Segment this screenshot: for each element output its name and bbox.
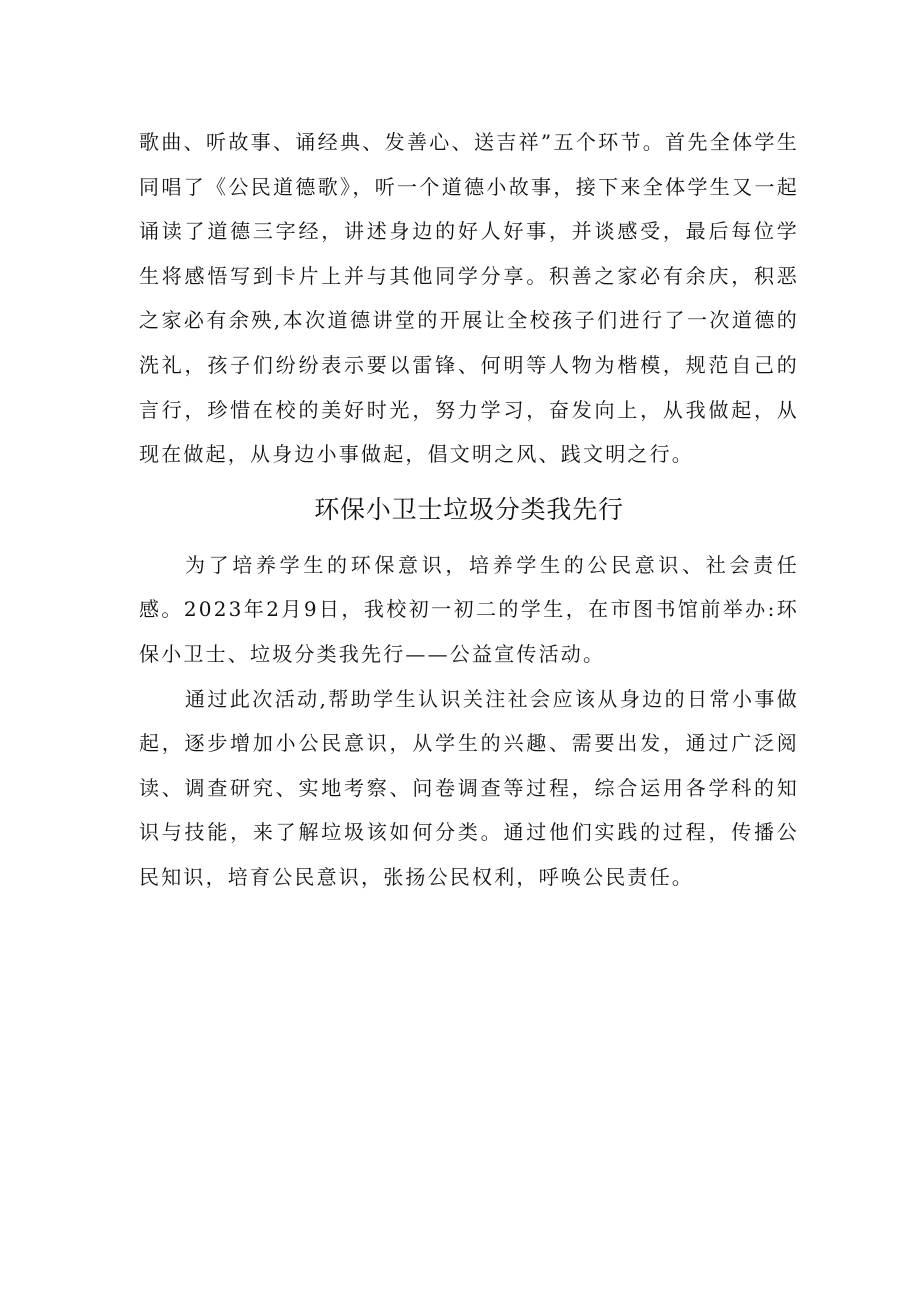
- section-title: 环保小卫士垃圾分类我先行: [314, 494, 624, 524]
- paragraph-activity-intro: 为了培养学生的环保意识，培养学生的公民意识、社会责任感。2023年2月9日，我校初一初二的学生，在市图书馆前举办:环保小卫士、垃圾分类我先行——公益宣传活动。: [139, 552, 799, 666]
- paragraph-moral-lecture: 歌曲、听故事、诵经典、发善心、送吉祥”五个环节。首先全体学生同唱了《公民道德歌》，听一个道德小故事，接下来全体学生又一起诵读了道德三字经，讲述身边的好人好事，并谈感受，最后每位学生将感悟写到卡片上并与其他同学分享。积善之家必有余庆，积恶之家必有余殃,本次道德讲堂的开展让全校孩子们进行了一次道德的洗礼，孩子们纷纷表示要以雷锋、何明等人物为楷模，规范自己的言行，珍惜在校的美好时光，努力学习，奋发向上，从我做起，从现在做起，从身边小事做起，倡文明之风、践文明之行。: [139, 130, 799, 467]
- paragraph-activity-purpose: 通过此次活动,帮助学生认识关注社会应该从身边的日常小事做起，逐步增加小公民意识，从学生的兴趣、需要出发，通过广泛阅读、调查研究、实地考察、问卷调查等过程，综合运用各学科的知识与技能，来了解垃圾该如何分类。通过他们实践的过程，传播公民知识，培育公民意识，张扬公民权利，呼唤公民责任。: [139, 686, 799, 889]
- document-body: [139, 120, 799, 900]
